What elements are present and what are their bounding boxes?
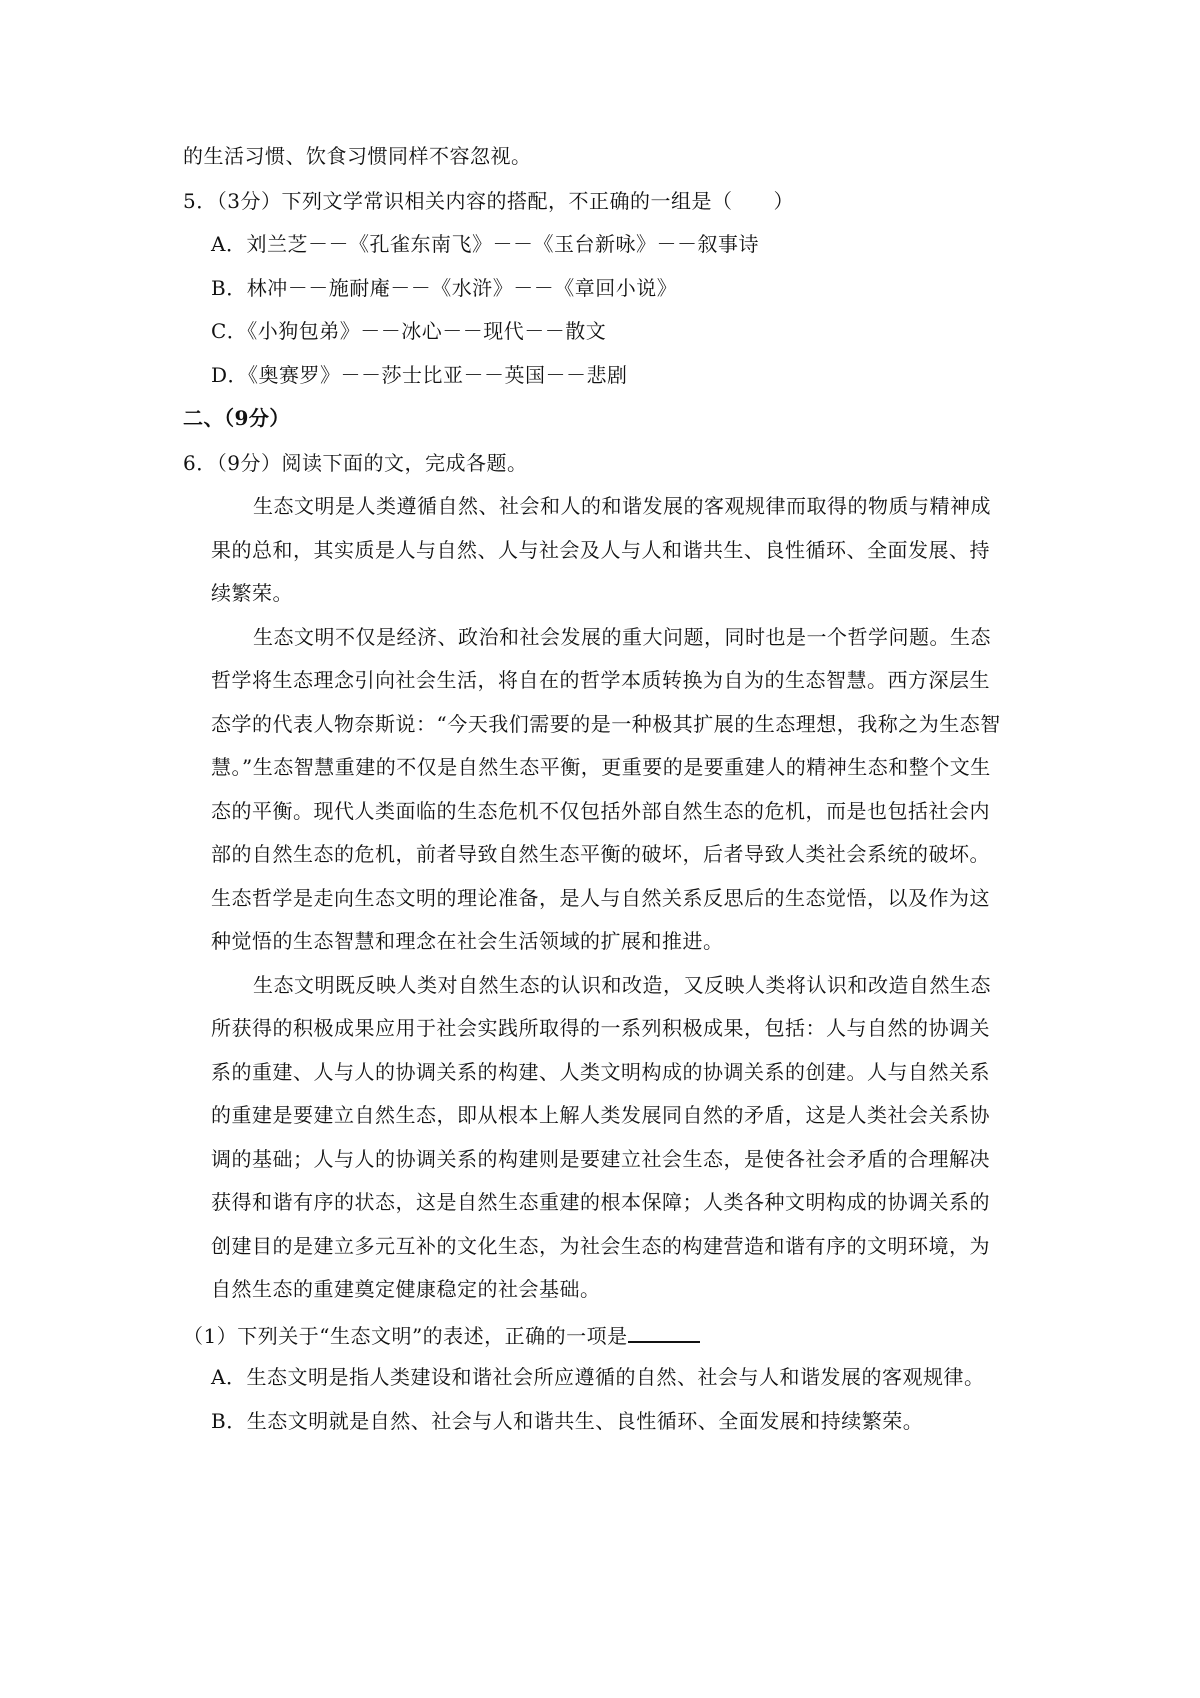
passage-line: 哲学将生态理念引向社会生活，将自在的哲学本质转换为自为的生态智慧。西方深层生: [211, 668, 990, 692]
passage-line: 生态文明既反映人类对自然生态的认识和改造，又反映人类将认识和改造自然生态: [253, 973, 991, 997]
passage-line: 部的自然生态的危机，前者导致自然生态平衡的破坏，后者导致人类社会系统的破坏。: [211, 842, 990, 866]
passage-line: 生态哲学是走向生态文明的理论准备，是人与自然关系反思后的生态觉悟，以及作为这: [211, 886, 990, 910]
passage-line: 态学的代表人物奈斯说：“今天我们需要的是一种极其扩展的生态理想，我称之为生态智: [211, 712, 1001, 736]
passage-line: 自然生态的重建奠定健康稳定的社会基础。: [211, 1277, 601, 1301]
passage-line: 续繁荣。: [211, 581, 293, 605]
q5-option-b: B．林冲－－施耐庵－－《水浒》－－《章回小说》: [211, 276, 678, 300]
q5-option-a: A．刘兰芝－－《孔雀东南飞》－－《玉台新咏》－－叙事诗: [211, 232, 759, 256]
q6-sub1-option-a: A．生态文明是指人类建设和谐社会所应遵循的自然、社会与人和谐发展的客观规律。: [211, 1365, 985, 1389]
intro-tail-text: 的生活习惯、饮食习惯同样不容忽视。: [183, 144, 532, 168]
passage-line: 生态文明是人类遵循自然、社会和人的和谐发展的客观规律而取得的物质与精神成: [253, 494, 991, 518]
q6-stem: 6．（9分）阅读下面的文，完成各题。: [183, 451, 528, 475]
passage-line: 获得和谐有序的状态，这是自然生态重建的根本保障；人类各种文明构成的协调关系的: [211, 1190, 990, 1214]
passage-line: 慧。”生态智慧重建的不仅是自然生态平衡，更重要的是要重建人的精神生态和整个文生: [211, 755, 991, 779]
answer-blank[interactable]: [628, 1321, 700, 1343]
passage-line: 态的平衡。现代人类面临的生态危机不仅包括外部自然生态的危机，而是也包括社会内: [211, 799, 990, 823]
passage-line: 的重建是要建立自然生态，即从根本上解人类发展同自然的矛盾，这是人类社会关系协: [211, 1103, 990, 1127]
q5-stem: 5．（3分）下列文学常识相关内容的搭配，不正确的一组是（ ）: [183, 189, 794, 213]
passage-line: 所获得的积极成果应用于社会实践所取得的一系列积极成果，包括：人与自然的协调关: [211, 1016, 990, 1040]
passage-line: 生态文明不仅是经济、政治和社会发展的重大问题，同时也是一个哲学问题。生态: [253, 625, 991, 649]
q5-option-d: D．《奥赛罗》－－莎士比亚－－英国－－悲剧: [211, 363, 628, 387]
passage-line: 调的基础；人与人的协调关系的构建则是要建立社会生态，是使各社会矛盾的合理解决: [211, 1147, 990, 1171]
passage-line: 系的重建、人与人的协调关系的构建、人类文明构成的协调关系的创建。人与自然关系: [211, 1060, 990, 1084]
passage-line: 种觉悟的生态智慧和理念在社会生活领域的扩展和推进。: [211, 929, 724, 953]
q6-sub1-option-b: B．生态文明就是自然、社会与人和谐共生、良性循环、全面发展和持续繁荣。: [211, 1409, 924, 1433]
passage-line: 创建目的是建立多元互补的文化生态，为社会生态的构建营造和谐有序的文明环境，为: [211, 1234, 990, 1258]
passage-line: 果的总和，其实质是人与自然、人与社会及人与人和谐共生、良性循环、全面发展、持: [211, 538, 990, 562]
q5-option-c: C．《小狗包弟》－－冰心－－现代－－散文: [211, 319, 607, 343]
section-2-heading: 二、（9分）: [183, 406, 290, 430]
q6-sub1-stem: [183, 1321, 700, 1349]
q6-sub1-stem-text: （1）下列关于“生态文明”的表述，正确的一项是: [183, 1324, 628, 1348]
